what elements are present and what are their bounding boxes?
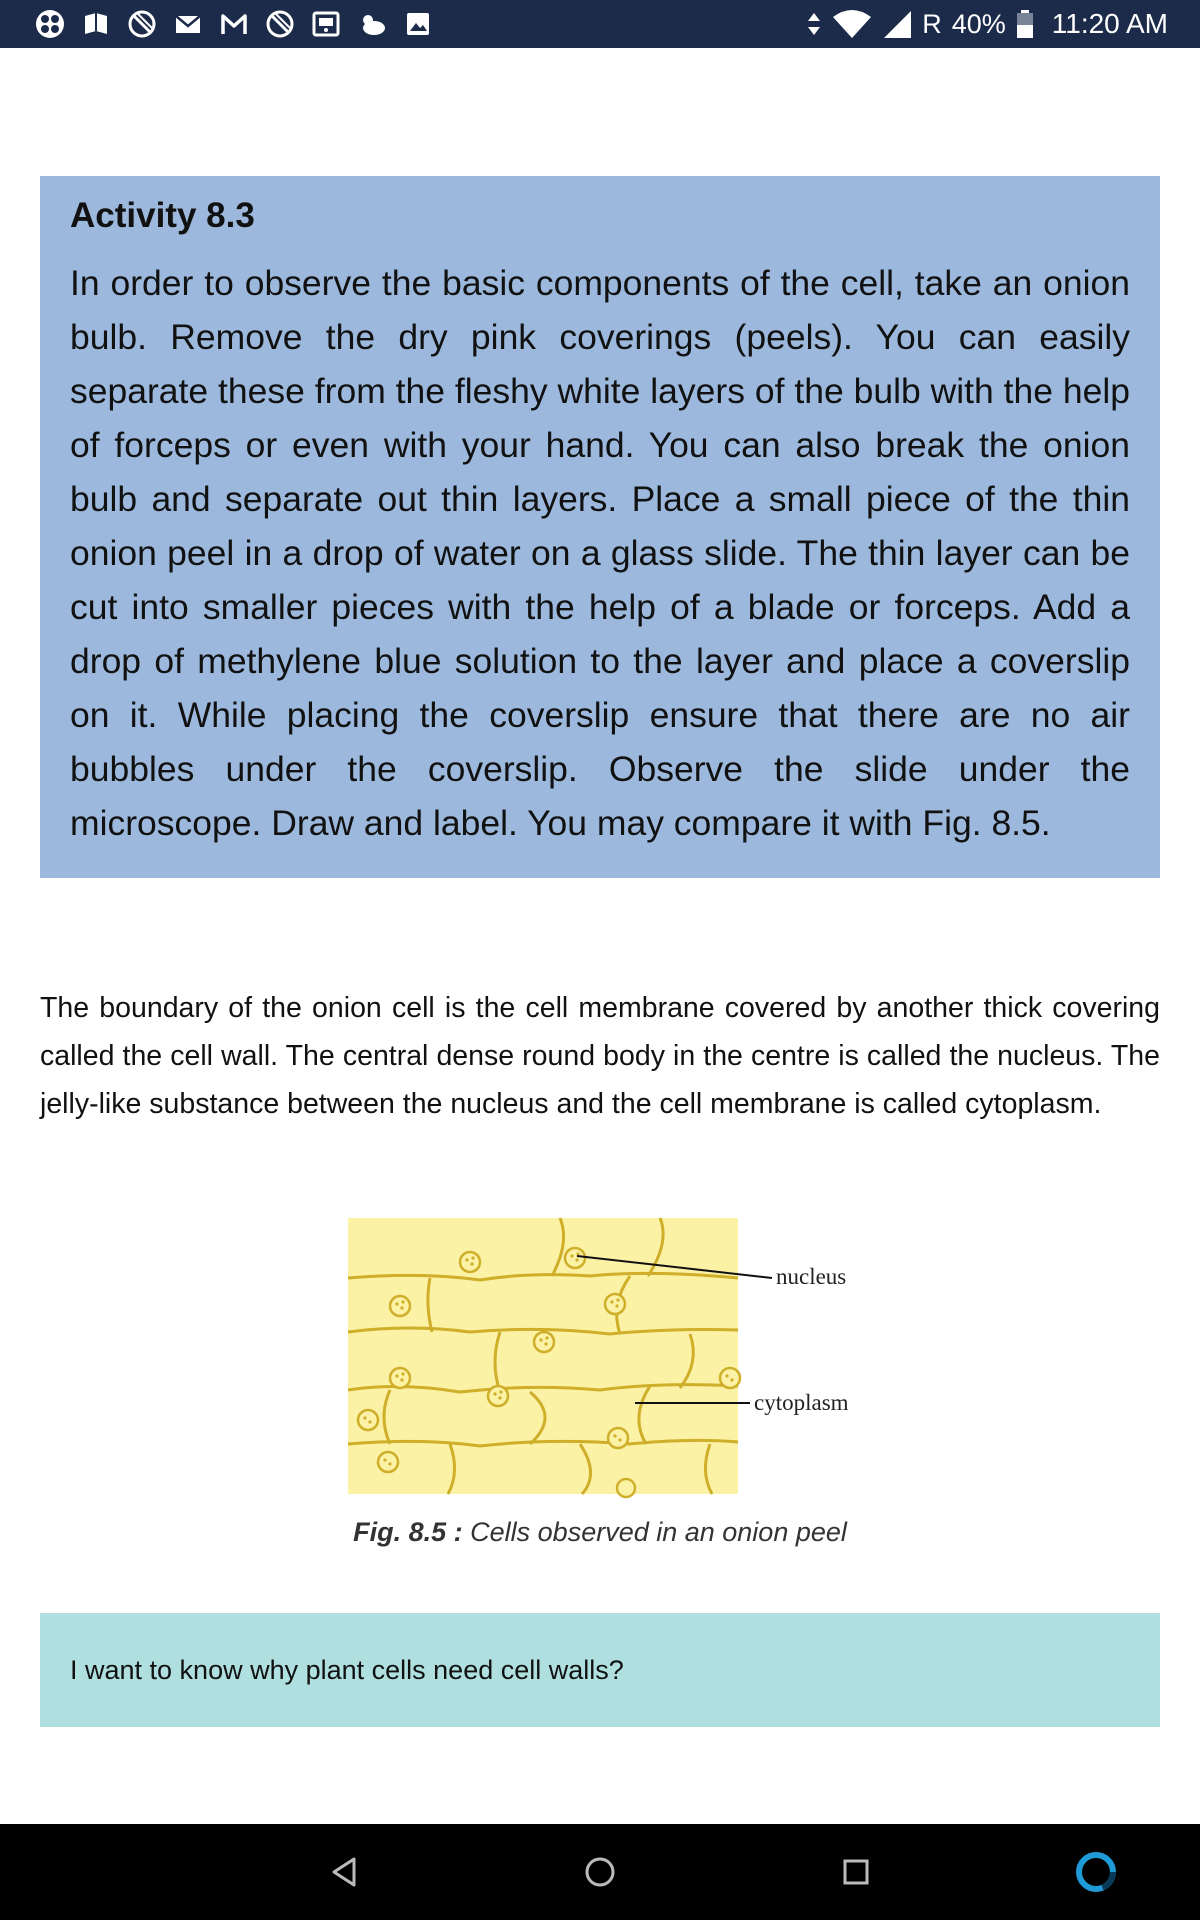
radio-icon (310, 8, 342, 40)
status-bar (0, 0, 1200, 48)
home-button[interactable] (576, 1848, 624, 1896)
home-icon (582, 1854, 618, 1890)
cytoplasm-label: cytoplasm (754, 1390, 849, 1415)
gmail-icon (218, 8, 250, 40)
roaming-label: R (922, 8, 942, 39)
nucleus-label: nucleus (776, 1264, 847, 1289)
back-button[interactable] (320, 1848, 368, 1896)
image-icon (402, 8, 434, 40)
notification-icons (0, 8, 434, 40)
battery-icon (1016, 9, 1034, 39)
wifi-icon (832, 9, 872, 39)
activity-title: Activity 8.3 (70, 196, 255, 235)
assistant-icon (1074, 1850, 1118, 1894)
question-text: I want to know why plant cells need cell walls? (70, 1654, 624, 1685)
clock: 11:20 AM (1051, 8, 1168, 39)
navigation-bar (0, 1824, 1200, 1920)
weather-icon (356, 8, 388, 40)
question-box (40, 1613, 1160, 1727)
book-icon (80, 8, 112, 40)
app-grid-icon (34, 8, 66, 40)
assistant-button[interactable] (1072, 1848, 1120, 1896)
figure-caption (0, 1512, 1200, 1552)
caption-text: Cells observed in an onion peel (462, 1517, 847, 1547)
no-disturb-icon (126, 8, 158, 40)
activity-box (40, 176, 1160, 878)
cell-sheet (348, 1218, 738, 1494)
recents-icon (838, 1854, 874, 1890)
no-disturb-icon (264, 8, 296, 40)
mail-icon (172, 8, 204, 40)
body-paragraph: The boundary of the onion cell is the cell membrane covered by another thick covering called the cell wall. The central dense round body in the centre is called the nucleus. The jelly-like substance between the nucleus and the cell membrane is called cytoplasm. (40, 992, 1160, 1120)
activity-body: In order to observe the basic components of the cell, take an onion bulb. Remove the dry pink coverings (peels). You can easily separate these from the fleshy white layers of the bulb with the help of forceps or even with your hand. You can also break the onion bulb and separate out thin layers. Place a small piece of the thin onion peel in a drop of water on a glass slide. The thin layer can be cut into smaller pieces with the help of a blade or forceps. Add a drop of methylene blue solution to the layer and place a coverslip on it. While placing the coverslip ensure that there are no air bubbles under the coverslip. Observe the slide under the microscope. Draw and label. You may compare it with Fig. 8.5. (70, 263, 1130, 843)
data-transfer-icon (806, 10, 822, 38)
back-icon (326, 1854, 362, 1890)
battery-percent: 40% (951, 8, 1006, 39)
caption-number: Fig. 8.5 : (353, 1517, 463, 1547)
recents-button[interactable] (832, 1848, 880, 1896)
onion-cell-figure (330, 1212, 890, 1512)
system-status (806, 8, 1200, 40)
cell-signal-icon (882, 9, 912, 39)
